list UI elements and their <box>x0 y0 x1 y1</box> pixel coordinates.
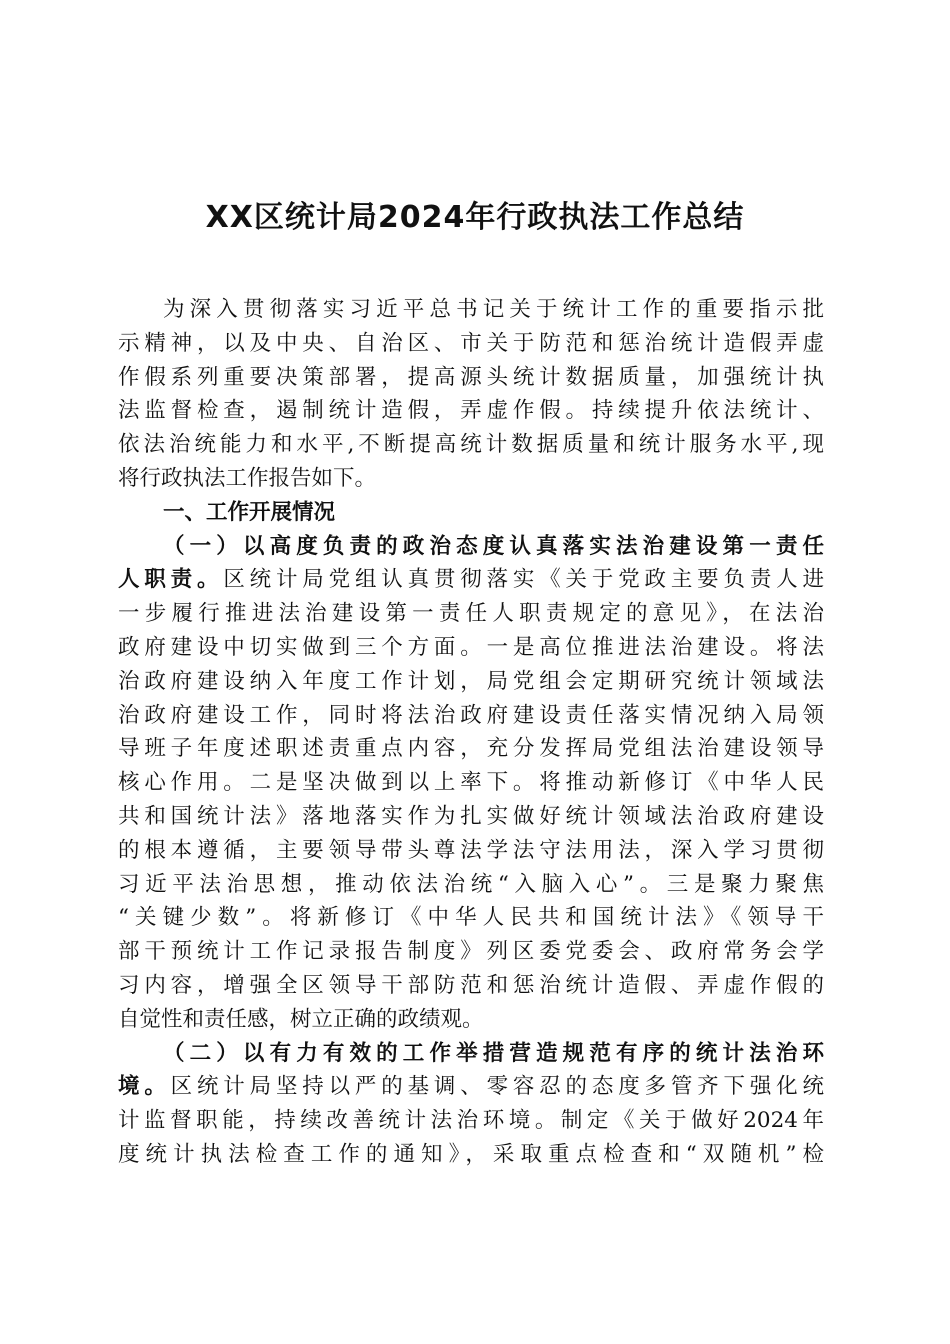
subsection-title-end: 人职责。 <box>118 567 224 593</box>
subsection-title: （一）以高度负责的政治态度认真落实法治建设第一责任 <box>163 533 824 559</box>
paragraph-line: 部干预统计工作记录报告制度》列区委党委会、政府常务会学 <box>118 939 824 965</box>
intro-line: 依法治统能力和水平,不断提高统计数据质量和统计服务水平,现 <box>118 432 824 458</box>
paragraph-text: 区统计局坚持以严的基调、零容忍的态度多管齐下强化统 <box>170 1074 824 1100</box>
paragraph-line: 治政府建设纳入年度工作计划，局党组会定期研究统计领域法 <box>118 668 824 694</box>
intro-line: 为深入贯彻落实习近平总书记关于统计工作的重要指示批 <box>163 297 824 322</box>
document-body <box>118 293 824 1172</box>
paragraph-line: 政府建设中切实做到三个方面。一是高位推进法治建设。将法 <box>118 634 824 660</box>
paragraph-text: 区统计局党组认真贯彻落实《关于党政主要负责人进 <box>223 567 824 593</box>
section-heading: 一、工作开展情况 <box>163 499 336 525</box>
paragraph-line: 导班子年度述职述责重点内容，充分发挥局党组法治建设领导 <box>118 736 824 762</box>
paragraph-line: 的根本遵循，主要领导带头尊法学法守法用法，深入学习贯彻 <box>118 837 824 863</box>
paragraph-line: 度统计执法检查工作的通知》，采取重点检查和“双随机”检 <box>118 1141 824 1167</box>
paragraph-line <box>118 563 824 597</box>
intro-line: 示精神，以及中央、自治区、市关于防范和惩治统计造假弄虚 <box>118 330 824 356</box>
paragraph-line <box>118 1070 824 1104</box>
document-title: XX区统计局2024年行政执法工作总结 <box>205 200 745 235</box>
paragraph-line: “关键少数”。将新修订《中华人民共和国统计法》《领导干 <box>118 905 824 931</box>
intro-line: 作假系列重要决策部署，提高源头统计数据质量，加强统计执 <box>118 364 824 390</box>
intro-line: 将行政执法工作报告如下。 <box>118 465 377 491</box>
paragraph-line: 计监督职能，持续改善统计法治环境。制定《关于做好2024年 <box>118 1108 824 1134</box>
paragraph-line: 核心作用。二是坚决做到以上率下。将推动新修订《中华人民 <box>118 770 824 796</box>
paragraph-line: 习近平法治思想，推动依法治统“入脑入心”。三是聚力聚焦 <box>118 871 824 897</box>
paragraph-line: 一步履行推进法治建设第一责任人职责规定的意见》，在法治 <box>118 601 824 627</box>
subsection-title-end: 境。 <box>118 1074 171 1100</box>
intro-line: 法监督检查，遏制统计造假，弄虚作假。持续提升依法统计、 <box>118 398 824 424</box>
paragraph-line: 共和国统计法》落地落实作为扎实做好统计领域法治政府建设 <box>118 803 824 829</box>
paragraph-line: 自觉性和责任感，树立正确的政绩观。 <box>118 1006 484 1032</box>
subsection-title: （二）以有力有效的工作举措营造规范有序的统计法治环 <box>163 1040 824 1066</box>
paragraph-line: 习内容，增强全区领导干部防范和惩治统计造假、弄虚作假的 <box>118 972 824 998</box>
paragraph-line: 治政府建设工作，同时将法治政府建设责任落实情况纳入局领 <box>118 702 824 728</box>
